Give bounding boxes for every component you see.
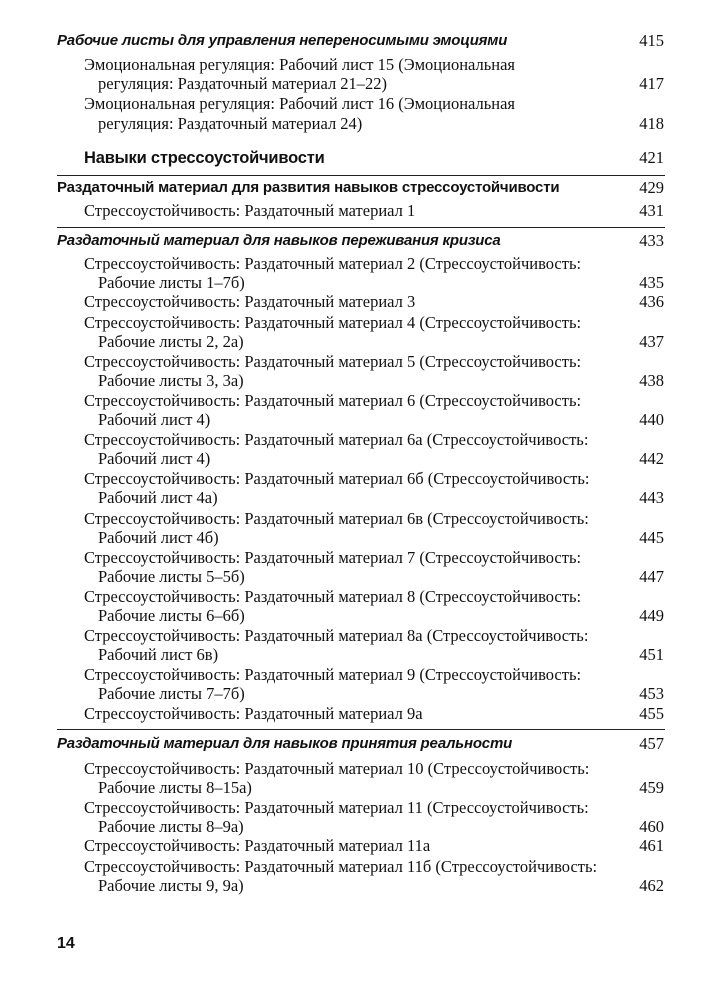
toc-entry-title: Раздаточный материал для навыков переживания кризиса: [57, 232, 501, 249]
toc-entry-page: 437: [639, 332, 664, 351]
toc-entry-title-line2: Рабочий лист 4): [98, 410, 211, 429]
toc-entry-title-line2: Рабочие листы 8–9а): [98, 817, 244, 836]
toc-entry-title-line1: Стрессоустойчивость: Раздаточный материал 4 (Стрессоустойчивость:: [84, 313, 582, 332]
toc-entry-title-line2: Рабочие листы 8–15а): [98, 778, 252, 797]
toc-entry-title: Раздаточный материал для навыков принятия реальности: [57, 735, 513, 752]
toc-entry-title-line1: Эмоциональная регуляция: Рабочий лист 16 (Эмоциональная: [84, 94, 516, 113]
toc-entry-page: 445: [639, 528, 664, 547]
toc-entry-page: 431: [639, 201, 664, 220]
toc-entry-page: 443: [639, 488, 664, 507]
toc-entry-title-line1: Стрессоустойчивость: Раздаточный материал 11б (Стрессоустойчивость:: [84, 857, 598, 876]
toc-entry-title: Навыки стрессоустойчивости: [84, 149, 325, 167]
toc-entry-title: Рабочие листы для управления непереносимыми эмоциями: [57, 32, 508, 49]
toc-entry-page: 417: [639, 74, 664, 93]
toc-entry-title-line2: Рабочие листы 3, 3а): [98, 371, 244, 390]
toc-entry-title-line2: Рабочие листы 5–5б): [98, 567, 245, 586]
toc-entry-page: 457: [639, 734, 664, 753]
toc-entry-title: Стрессоустойчивость: Раздаточный материал 9а: [84, 704, 423, 723]
section-rule: [57, 729, 665, 730]
toc-entry-page: 455: [639, 704, 664, 723]
toc-entry-page: 447: [639, 567, 664, 586]
toc-entry-page: 418: [639, 114, 664, 133]
toc-entry-page: 440: [639, 410, 664, 429]
section-rule: [57, 175, 665, 176]
toc-entry-page: 459: [639, 778, 664, 797]
toc-entry-title: Стрессоустойчивость: Раздаточный материал 1: [84, 201, 416, 220]
toc-entry-title-line1: Стрессоустойчивость: Раздаточный материал 11 (Стрессоустойчивость:: [84, 798, 589, 817]
toc-entry-title-line1: Стрессоустойчивость: Раздаточный материал 10 (Стрессоустойчивость:: [84, 759, 590, 778]
toc-entry-page: 451: [639, 645, 664, 664]
toc-entry-title-line1: Стрессоустойчивость: Раздаточный материал 6в (Стрессоустойчивость:: [84, 509, 589, 528]
toc-entry-page: 461: [639, 836, 664, 855]
toc-entry-title-line1: Стрессоустойчивость: Раздаточный материал 9 (Стрессоустойчивость:: [84, 665, 582, 684]
toc-entry-title: Стрессоустойчивость: Раздаточный материал 3: [84, 292, 416, 311]
toc-entry-title-line2: регуляция: Раздаточный материал 21–22): [98, 74, 388, 93]
toc-entry-title-line1: Стрессоустойчивость: Раздаточный материал 6б (Стрессоустойчивость:: [84, 469, 590, 488]
toc-entry-page: 429: [639, 178, 664, 197]
toc-entry-title: Стрессоустойчивость: Раздаточный материал 11а: [84, 836, 431, 855]
toc-entry-page: 415: [639, 31, 664, 50]
toc-entry-title: Раздаточный материал для развития навыков стрессоустойчивости: [57, 179, 560, 196]
toc-entry-title-line1: Стрессоустойчивость: Раздаточный материал 8а (Стрессоустойчивость:: [84, 626, 589, 645]
toc-entry-page: 421: [639, 148, 664, 167]
toc-entry-title-line2: Рабочие листы 2, 2а): [98, 332, 244, 351]
toc-entry-title-line1: Стрессоустойчивость: Раздаточный материал 6 (Стрессоустойчивость:: [84, 391, 582, 410]
toc-entry-page: 433: [639, 231, 664, 250]
toc-entry-title-line1: Стрессоустойчивость: Раздаточный материал 7 (Стрессоустойчивость:: [84, 548, 582, 567]
toc-entry-title-line2: Рабочие листы 6–6б): [98, 606, 245, 625]
toc-entry-page: 436: [639, 292, 664, 311]
toc-entry-title-line1: Стрессоустойчивость: Раздаточный материал 8 (Стрессоустойчивость:: [84, 587, 582, 606]
toc-entry-title-line2: регуляция: Раздаточный материал 24): [98, 114, 363, 133]
toc-entry-title-line2: Рабочие листы 1–7б): [98, 273, 245, 292]
page-number: 14: [57, 935, 75, 952]
toc-entry-title-line1: Стрессоустойчивость: Раздаточный материал 5 (Стрессоустойчивость:: [84, 352, 582, 371]
toc-entry-page: 449: [639, 606, 664, 625]
toc-entry-page: 435: [639, 273, 664, 292]
toc-entry-page: 453: [639, 684, 664, 703]
section-rule: [57, 227, 665, 228]
toc-entry-title-line2: Рабочий лист 4): [98, 449, 211, 468]
toc-entry-page: 438: [639, 371, 664, 390]
toc-entry-title-line2: Рабочие листы 9, 9а): [98, 876, 244, 895]
toc-entry-title-line2: Рабочий лист 6в): [98, 645, 219, 664]
toc-entry-title-line1: Стрессоустойчивость: Раздаточный материал 2 (Стрессоустойчивость:: [84, 254, 582, 273]
toc-entry-title-line1: Стрессоустойчивость: Раздаточный материал 6а (Стрессоустойчивость:: [84, 430, 589, 449]
toc-entry-page: 462: [639, 876, 664, 895]
toc-entry-page: 442: [639, 449, 664, 468]
toc-entry-title-line2: Рабочие листы 7–7б): [98, 684, 245, 703]
toc-entry-title-line2: Рабочий лист 4а): [98, 488, 218, 507]
toc-entry-title-line1: Эмоциональная регуляция: Рабочий лист 15 (Эмоциональная: [84, 55, 516, 74]
toc-entry-page: 460: [639, 817, 664, 836]
toc-entry-title-line2: Рабочий лист 4б): [98, 528, 219, 547]
